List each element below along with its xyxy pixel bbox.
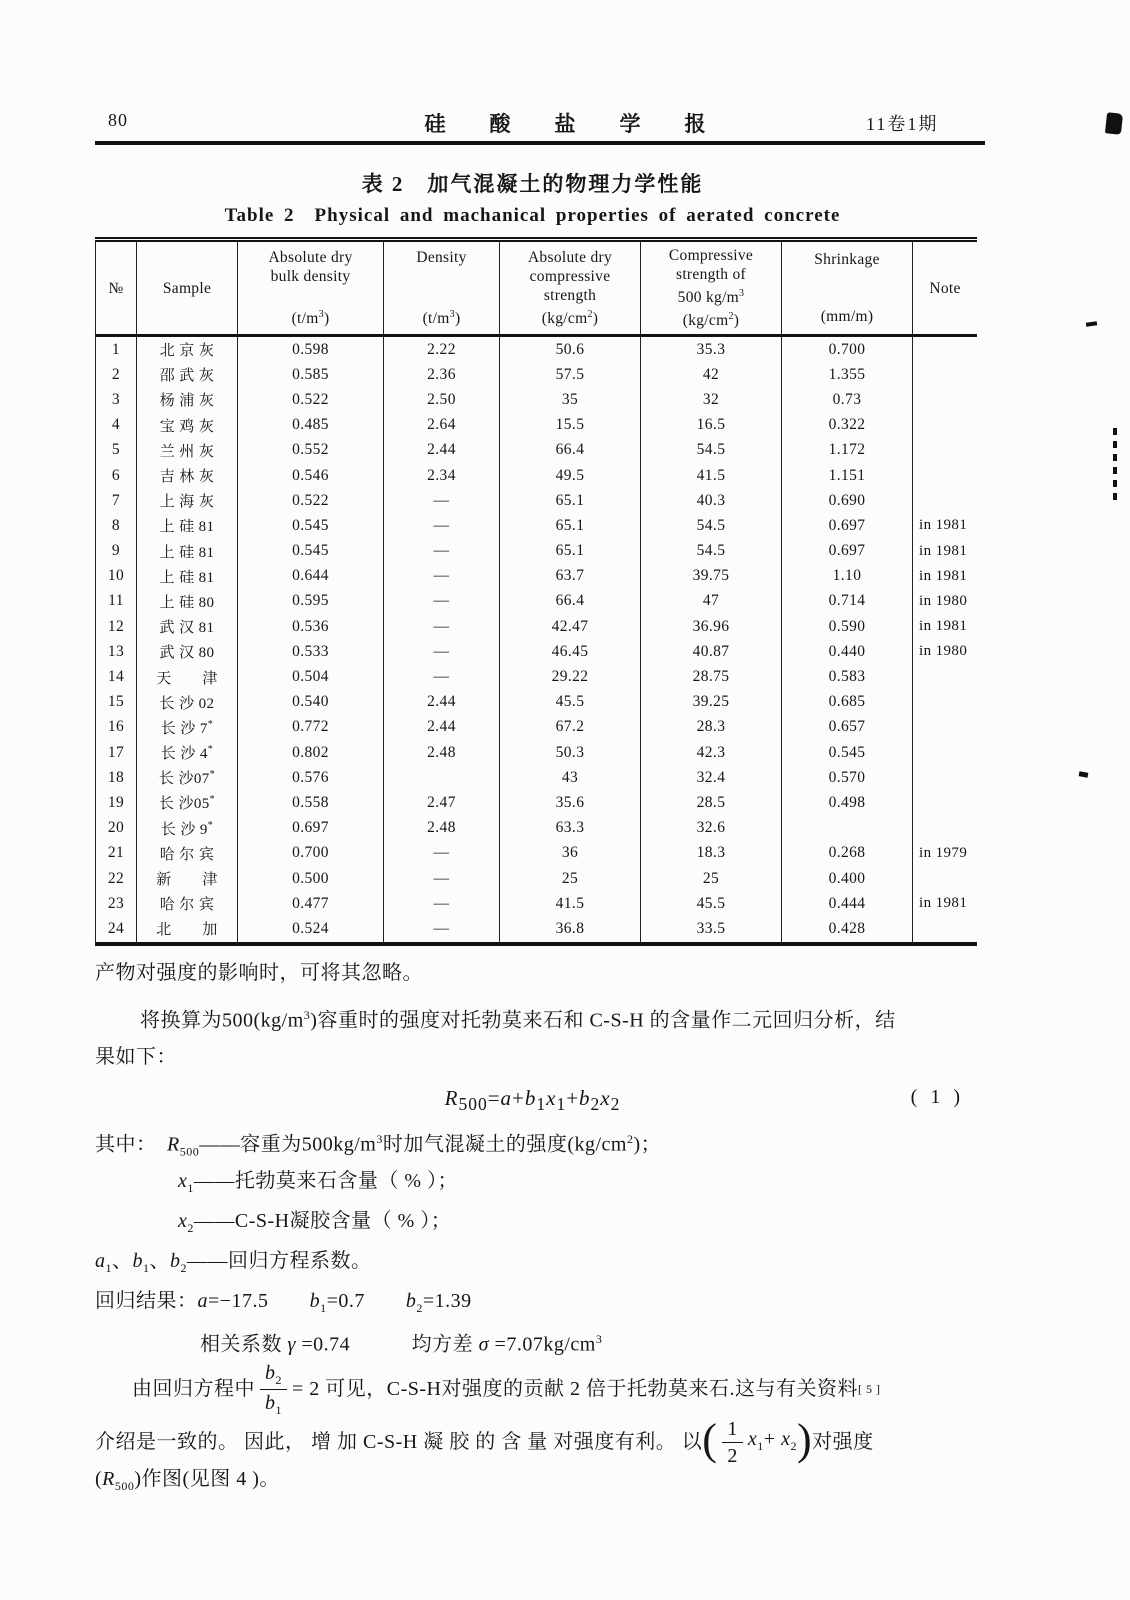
table-cell: 43 [500, 765, 641, 790]
scan-artifact [1113, 428, 1117, 500]
table-cell [384, 765, 500, 790]
table-cell: — [384, 614, 500, 639]
table-cell: 19 [107, 793, 125, 811]
table-cell: 1.355 [782, 362, 913, 387]
table-cell: 42.3 [641, 740, 782, 765]
equation-1 [95, 1086, 970, 1115]
table-cell: 0.440 [782, 639, 913, 664]
issue-label: 11卷1期 [866, 114, 939, 134]
table-cell: 67.2 [500, 715, 641, 740]
table-cell: 36.8 [500, 916, 641, 943]
equation-1-formula: $R_{500}=a+b_1x_1+b_2x_2$ [444, 1086, 621, 1115]
table-cell [913, 488, 978, 513]
table-cell: in 1980 [913, 589, 978, 614]
table-cell: in 1981 [913, 513, 978, 538]
table-row [96, 387, 978, 412]
table-cell: 2.36 [384, 362, 500, 387]
page-number: 80 [108, 110, 128, 130]
table-cell: 2 [111, 365, 121, 383]
table-cell: 北 京 灰 [137, 336, 238, 363]
table-cell: 16 [107, 718, 125, 736]
col-header-compressive-strength-500: Compressive strength of 500 $kg/m^3$ $(kg/cm^2)$ [641, 240, 782, 336]
table-cell: 天 津 [137, 664, 238, 689]
table-cell: 18.3 [641, 841, 782, 866]
table-cell: 0.690 [782, 488, 913, 513]
table-cell: 0.268 [782, 841, 913, 866]
table-cell: 0.576 [238, 765, 384, 790]
table-cell: 2.50 [384, 387, 500, 412]
table-row [96, 614, 978, 639]
table-cell: 上 硅 80 [137, 589, 238, 614]
text-segment: = 2 可见，C-S-H对强度的贡献 2 倍于托勃莫来石.这与有关资料 [292, 1378, 859, 1400]
table-cell: 2.44 [384, 690, 500, 715]
table-row [96, 891, 978, 916]
table-cell: 40.87 [641, 639, 782, 664]
table-cell: 0.657 [782, 715, 913, 740]
table-cell: 2.44 [384, 438, 500, 463]
table-cell: 0.772 [238, 715, 384, 740]
table-row [96, 539, 978, 564]
table-cell: 39.75 [641, 564, 782, 589]
fraction-one-half: $\frac{1}{2}$ [722, 1418, 743, 1466]
col-header-shrinkage: Shrinkage (mm/m) [782, 240, 913, 336]
table-cell: 2.48 [384, 740, 500, 765]
table-cell: 0.524 [238, 916, 384, 943]
fraction-b2-b1: $\frac{b_2}{b_1}$ [260, 1362, 287, 1416]
table-cell: 长 沙 7* [137, 715, 238, 740]
table-cell: 24 [107, 919, 125, 937]
table-cell: 0.73 [782, 387, 913, 412]
table-row [96, 413, 978, 438]
table-cell: 上 硅 81 [137, 539, 238, 564]
table-cell: 14 [107, 668, 125, 686]
table-cell: 长 沙 4* [137, 740, 238, 765]
table-row [96, 438, 978, 463]
table-cell: 66.4 [500, 438, 641, 463]
table-cell [913, 790, 978, 815]
table-cell: 54.5 [641, 539, 782, 564]
table-cell: 0.536 [238, 614, 384, 639]
table-cell: 17 [107, 743, 125, 761]
table-cell: 22 [107, 869, 125, 887]
table-cell [913, 916, 978, 943]
table-cell: — [384, 488, 500, 513]
table-cell: 2.47 [384, 790, 500, 815]
table-cell: 10 [107, 567, 125, 585]
table-cell: 北 加 [137, 916, 238, 943]
col-header-abs-dry-compressive-strength: Absolute dry compressive strength $(kg/cm^2)$ [500, 240, 641, 336]
table-cell: 65.1 [500, 488, 641, 513]
table-cell: 2.44 [384, 715, 500, 740]
table-cell [913, 362, 978, 387]
table-title-zh: 表 2 加气混凝土的物理力学性能 [361, 172, 704, 196]
text-segment: 介绍是一致的。 因此， 增 加 C-S-H 凝 胶 的 含 量 对强度有利。 以 [95, 1431, 703, 1453]
table-row [96, 866, 978, 891]
regression-result: 回归结果：a=−17.5 $b_1=0.7$ $b_2=1.39$ [95, 1290, 472, 1315]
paragraph-fraction [132, 1362, 881, 1416]
definition-x2: $x_2——C-S-H$凝胶含量（ % ）； [178, 1210, 452, 1235]
table-cell [913, 438, 978, 463]
text-segment: 由回归方程中 [132, 1378, 255, 1400]
table-cell: 45.5 [500, 690, 641, 715]
paragraph-conclusion: 介绍是一致的。 因此， 增 加 C-S-H 凝 胶 的 含 量 对强度有利。 以 ( $\frac{1}{2}$ $x_1+ x_2$ ) 对强度 [95, 1415, 874, 1467]
table-cell: 50.6 [500, 336, 641, 363]
table-cell: 15.5 [500, 413, 641, 438]
table-cell: 41.5 [500, 891, 641, 916]
table-cell: in 1981 [913, 614, 978, 639]
table-cell: 0.570 [782, 765, 913, 790]
table-cell: 36 [500, 841, 641, 866]
table-row [96, 690, 978, 715]
table-row [96, 664, 978, 689]
table-cell: 吉 林 灰 [137, 463, 238, 488]
table-cell: 42 [641, 362, 782, 387]
table-cell: — [384, 664, 500, 689]
table-cell: 宝 鸡 灰 [137, 413, 238, 438]
table-cell: 45.5 [641, 891, 782, 916]
table-cell: 0.533 [238, 639, 384, 664]
table-cell: 0.545 [238, 539, 384, 564]
table-cell: 47 [641, 589, 782, 614]
table-cell: 2.22 [384, 336, 500, 363]
header-row [96, 240, 978, 336]
table-row [96, 362, 978, 387]
table-cell: 40.3 [641, 488, 782, 513]
table-cell: 29.22 [500, 664, 641, 689]
table-cell: 35.6 [500, 790, 641, 815]
journal-title: 硅酸盐学报 [424, 112, 750, 136]
table-cell: 28.75 [641, 664, 782, 689]
text-segment: $x_1+ x_2$ [747, 1427, 797, 1453]
text-segment: 对强度 [812, 1431, 874, 1453]
table-cell [913, 740, 978, 765]
table-row [96, 564, 978, 589]
paragraph: 将换算为$500(kg/m^3)$容重时的强度对托勃莫来石和 C-S-H 的含量作二元回归分析，结 [140, 1008, 896, 1032]
definition-r500: 其中： $R_{500}——$容重为$500kg/m^3$时加气混凝土的强度$(kg/cm^2)$； [95, 1132, 662, 1159]
table-cell: 0.558 [238, 790, 384, 815]
table-cell: 46.45 [500, 639, 641, 664]
table-cell: 0.700 [238, 841, 384, 866]
definition-coefficients: $a_1$、$b_1$、$b_2——$回归方程系数。 [95, 1250, 372, 1275]
col-header-abs-dry-bulk-density: Absolute dry bulk density $(t/m^3)$ [238, 240, 384, 336]
table-cell: 1.151 [782, 463, 913, 488]
table-cell: 0.552 [238, 438, 384, 463]
col-header-no: № [96, 240, 137, 336]
table-cell: 21 [107, 844, 125, 862]
properties-table [95, 237, 977, 946]
table-cell: 32.6 [641, 816, 782, 841]
paragraph: 果如下： [95, 1046, 177, 1068]
correlation-line: 相关系数 γ =0.74 均方差 $\sigma =7.07kg/cm^3$ [200, 1332, 603, 1356]
col-header-sample: Sample [137, 240, 238, 336]
table-cell: 0.714 [782, 589, 913, 614]
table-row [96, 463, 978, 488]
table-cell: 0.545 [238, 513, 384, 538]
table-cell: 兰 州 灰 [137, 438, 238, 463]
table-cell: 0.697 [238, 816, 384, 841]
paragraph: 产物对强度的影响时，可将其忽略。 [95, 962, 423, 984]
table-cell: 0.697 [782, 539, 913, 564]
table-cell: 上 硅 81 [137, 513, 238, 538]
table-cell: 63.3 [500, 816, 641, 841]
table-cell [913, 463, 978, 488]
table-cell: 35.3 [641, 336, 782, 363]
reference-mark: [ 5 ] [858, 1382, 881, 1396]
table-cell: 哈 尔 宾 [137, 841, 238, 866]
table-cell: — [384, 589, 500, 614]
table-cell [913, 816, 978, 841]
table-cell: 0.444 [782, 891, 913, 916]
table-cell: — [384, 539, 500, 564]
table-row [96, 816, 978, 841]
table-cell: 0.644 [238, 564, 384, 589]
table-cell: 0.540 [238, 690, 384, 715]
table-cell [913, 336, 978, 363]
table-cell [913, 664, 978, 689]
table-cell: 0.522 [238, 387, 384, 412]
table-cell: 上 海 灰 [137, 488, 238, 513]
table-cell: 9 [111, 542, 121, 560]
table-cell: 28.5 [641, 790, 782, 815]
table-row [96, 715, 978, 740]
table-row [96, 639, 978, 664]
table-cell: 7 [111, 491, 121, 509]
table-cell: 长 沙07* [137, 765, 238, 790]
table-cell: 0.428 [782, 916, 913, 943]
table-cell: 5 [111, 441, 121, 459]
table-cell: 0.802 [238, 740, 384, 765]
table-row [96, 765, 978, 790]
table-cell: 0.400 [782, 866, 913, 891]
table-cell: 32.4 [641, 765, 782, 790]
table-cell: 0.700 [782, 336, 913, 363]
table-cell: 15 [107, 693, 125, 711]
table-cell: 25 [641, 866, 782, 891]
table-cell: 新 津 [137, 866, 238, 891]
table-cell: 1 [111, 340, 121, 358]
table-cell: 25 [500, 866, 641, 891]
table-cell: — [384, 841, 500, 866]
table-cell: 32 [641, 387, 782, 412]
table-row [96, 589, 978, 614]
table-row [96, 740, 978, 765]
table-cell: 0.477 [238, 891, 384, 916]
table-wrapper [95, 237, 977, 946]
scan-artifact [1086, 321, 1097, 326]
table-cell: 36.96 [641, 614, 782, 639]
table-cell: 0.498 [782, 790, 913, 815]
table-cell: 上 硅 81 [137, 564, 238, 589]
table-cell: 0.545 [782, 740, 913, 765]
table-cell: 2.34 [384, 463, 500, 488]
table-title-en: Table 2 Physical and machanical properties of aerated concrete [224, 205, 841, 226]
table-cell: 0.583 [782, 664, 913, 689]
table-cell [913, 387, 978, 412]
table-cell: in 1979 [913, 841, 978, 866]
table-cell: 0.522 [238, 488, 384, 513]
table-row [96, 790, 978, 815]
table-cell: in 1981 [913, 891, 978, 916]
header-rule [95, 141, 985, 145]
table-cell: in 1981 [913, 564, 978, 589]
table-cell [913, 866, 978, 891]
table-cell: 4 [111, 416, 121, 434]
table-cell: 0.504 [238, 664, 384, 689]
table-cell: 13 [107, 642, 125, 660]
table-cell: 65.1 [500, 513, 641, 538]
table-row [96, 488, 978, 513]
table-cell: 54.5 [641, 513, 782, 538]
table-cell: 0.500 [238, 866, 384, 891]
table-cell: 武 汉 81 [137, 614, 238, 639]
table-cell: 33.5 [641, 916, 782, 943]
col-header-note: Note [913, 240, 978, 336]
table-cell: 1.10 [782, 564, 913, 589]
table-cell: 0.546 [238, 463, 384, 488]
equation-1-number: ( 1 ) [910, 1086, 964, 1108]
table-cell: 35 [500, 387, 641, 412]
table-cell: 长 沙05* [137, 790, 238, 815]
table-cell: 41.5 [641, 463, 782, 488]
definition-x1: $x_1——$托勃莫来石含量（ % ）； [178, 1170, 459, 1195]
table-cell: 54.5 [641, 438, 782, 463]
table-cell [782, 816, 913, 841]
table-cell: — [384, 639, 500, 664]
table-cell: 49.5 [500, 463, 641, 488]
table-cell: 57.5 [500, 362, 641, 387]
table-cell: — [384, 564, 500, 589]
col-header-density: Density $(t/m^3)$ [384, 240, 500, 336]
table-cell: 6 [111, 466, 121, 484]
table-cell: 杨 浦 灰 [137, 387, 238, 412]
table-row [96, 336, 978, 363]
table-cell [913, 715, 978, 740]
paragraph-figure-ref: $(R_{500})$作图(见图 4 )。 [95, 1468, 280, 1493]
table-cell: 63.7 [500, 564, 641, 589]
table-cell: 0.590 [782, 614, 913, 639]
table-cell: 0.685 [782, 690, 913, 715]
table-cell: 65.1 [500, 539, 641, 564]
table-cell [913, 413, 978, 438]
table-cell: 20 [107, 819, 125, 837]
table-cell: 8 [111, 516, 121, 534]
table-cell: in 1980 [913, 639, 978, 664]
table-cell: 18 [107, 768, 125, 786]
table-cell: 16.5 [641, 413, 782, 438]
table-cell: 2.64 [384, 413, 500, 438]
table-cell: 12 [107, 617, 125, 635]
table-cell: 23 [107, 894, 125, 912]
scan-artifact [1079, 771, 1089, 777]
table-cell: 0.485 [238, 413, 384, 438]
table-row [96, 841, 978, 866]
table-cell: 0.697 [782, 513, 913, 538]
table-cell: 长 沙 9* [137, 816, 238, 841]
table-cell [913, 765, 978, 790]
table-cell: 长 沙 02 [137, 690, 238, 715]
table-cell: 邵 武 灰 [137, 362, 238, 387]
table-cell: 50.3 [500, 740, 641, 765]
table-cell: 3 [111, 390, 121, 408]
table-cell: 0.598 [238, 336, 384, 363]
table-cell: — [384, 866, 500, 891]
table-cell: — [384, 916, 500, 943]
table-row [96, 916, 978, 943]
scan-artifact [1105, 112, 1123, 135]
table-cell: — [384, 891, 500, 916]
table-cell: 2.48 [384, 816, 500, 841]
table-cell: in 1981 [913, 539, 978, 564]
table-cell: 0.595 [238, 589, 384, 614]
table-cell: 0.585 [238, 362, 384, 387]
table-row [96, 513, 978, 538]
table-cell: 28.3 [641, 715, 782, 740]
table-cell: 42.47 [500, 614, 641, 639]
table-cell [913, 690, 978, 715]
table-cell: 武 汉 80 [137, 639, 238, 664]
table-cell: 1.172 [782, 438, 913, 463]
table-cell: 66.4 [500, 589, 641, 614]
table-cell: 哈 尔 宾 [137, 891, 238, 916]
table-cell: 11 [108, 592, 124, 610]
table-cell: 0.322 [782, 413, 913, 438]
table-cell: — [384, 513, 500, 538]
table-cell: 39.25 [641, 690, 782, 715]
